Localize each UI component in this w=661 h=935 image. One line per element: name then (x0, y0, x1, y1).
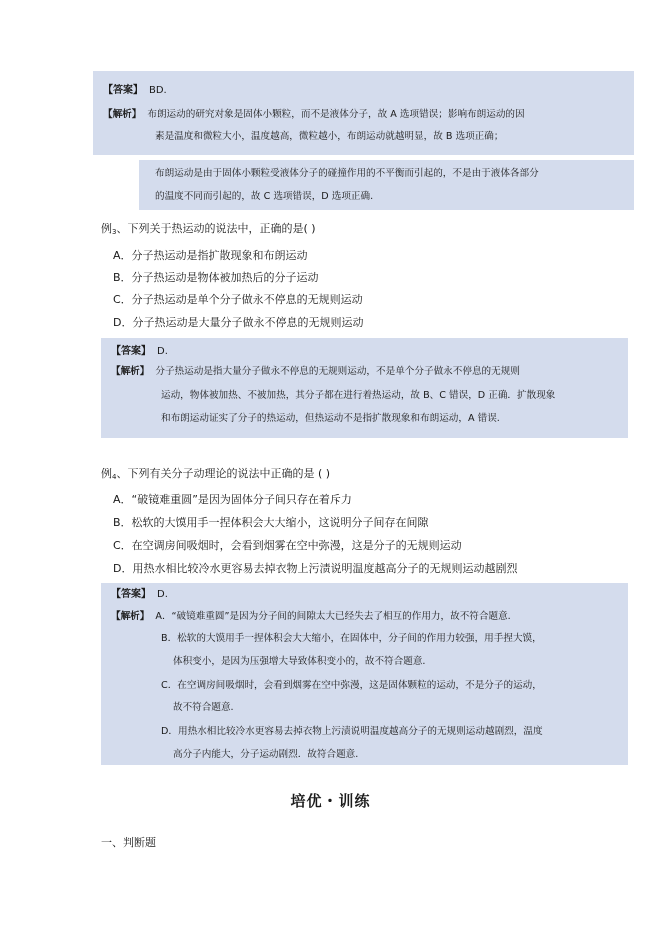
answer-tag: 【答案】 (111, 589, 151, 600)
analysis-text-cont: 布朗运动是由于固体小颗粒受液体分子的碰撞作用的不平衡而引起的，不是由于液体各部分 (155, 168, 539, 179)
analysis-tag: 【解析】 (111, 611, 150, 622)
analysis-line (103, 108, 525, 122)
answer-tag: 【答案】 (103, 85, 143, 96)
answer-tag: 【答案】 (111, 346, 151, 357)
question-4-option-b: B．松软的大馍用手一捏体积会大大缩小，这说明分子间存在间隙 (113, 516, 429, 529)
question-3-option-d: D．分子热运动是大量分子做永不停息的无规则运动 (113, 316, 364, 329)
answer-line (111, 345, 168, 359)
question-4-option-c: C．在空调房间吸烟时，会看到烟雾在空中弥漫，这是分子的无规则运动 (113, 539, 462, 552)
analysis-text-cont: 和布朗运动证实了分子的热运动，但热运动不是指扩散现象和布朗运动，A 错误. (161, 413, 500, 424)
analysis-text-cont: 高分子内能大，分子运动剧烈．故符合题意. (173, 749, 359, 760)
analysis-text-cont: 运动，物体被加热、不被加热，其分子都在进行着热运动，故 B、C 错误，D 正确．扩散现象 (161, 390, 556, 401)
analysis-text: 分子热运动是指大量分子做永不停息的无规则运动，不是单个分子做永不停息的无规则 (155, 366, 520, 377)
question-4-option-a: A．“破镜难重圆”是因为固体分子间只存在着斥力 (113, 493, 352, 506)
analysis-text: 布朗运动的研究对象是固体小颗粒，而不是液体分子，故 A 选项错误；影响布朗运动的因 (147, 109, 525, 120)
question-3-option-c: C．分子热运动是单个分子做永不停息的无规则运动 (113, 293, 363, 306)
section-title: 培优・训练 (290, 792, 371, 810)
analysis-text-cont: 体积变小，是因为压强增大导致体积变小的，故不符合题意. (173, 656, 426, 667)
analysis-text-cont: D．用热水相比较冷水更容易去掉衣物上污渍说明温度越高分子的无规则运动越剧烈，温度 (161, 726, 543, 737)
section-heading: 一、判断题 (101, 836, 156, 849)
answer-value: D. (157, 589, 168, 600)
analysis-text-cont: 素是温度和微粒大小，温度越高，微粒越小，布朗运动就越明显，故 B 选项正确； (155, 131, 504, 142)
question-3-option-a: A．分子热运动是指扩散现象和布朗运动 (113, 249, 308, 262)
analysis-line (111, 365, 520, 379)
analysis-text-cont: B．松软的大馍用手一捏体积会大大缩小，在固体中，分子间的作用力较强，用手捏大馍， (161, 633, 542, 644)
analysis-tag: 【解析】 (111, 366, 150, 377)
analysis-text-cont: 故不符合题意. (173, 702, 234, 713)
question-4-stem: 例$_4$、下列有关分子动理论的说法中正确的是 ( ) (101, 467, 331, 481)
analysis-tag: 【解析】 (103, 109, 142, 120)
answer-value: D. (157, 346, 168, 357)
analysis-line (111, 610, 511, 624)
question-3-option-b: B．分子热运动是物体被加热后的分子运动 (113, 271, 319, 284)
analysis-text: A．“破镜难重圆”是因为分子间的间隙太大已经失去了相互的作用力，故不符合题意. (155, 611, 511, 622)
answer-line (111, 588, 168, 602)
question-3-stem: 例$_3$、下列关于热运动的说法中，正确的是( ) (101, 222, 316, 236)
answer-line (103, 84, 167, 98)
answer-value: BD. (149, 85, 167, 96)
analysis-text-cont: C．在空调房间吸烟时，会看到烟雾在空中弥漫，这是固体颗粒的运动，不是分子的运动， (161, 680, 542, 691)
question-4-option-d: D．用热水相比较冷水更容易去掉衣物上污渍说明温度越高分子的无规则运动越剧烈 (113, 562, 518, 575)
analysis-text-cont: 的温度不同而引起的，故 C 选项错误，D 选项正确. (155, 191, 374, 202)
